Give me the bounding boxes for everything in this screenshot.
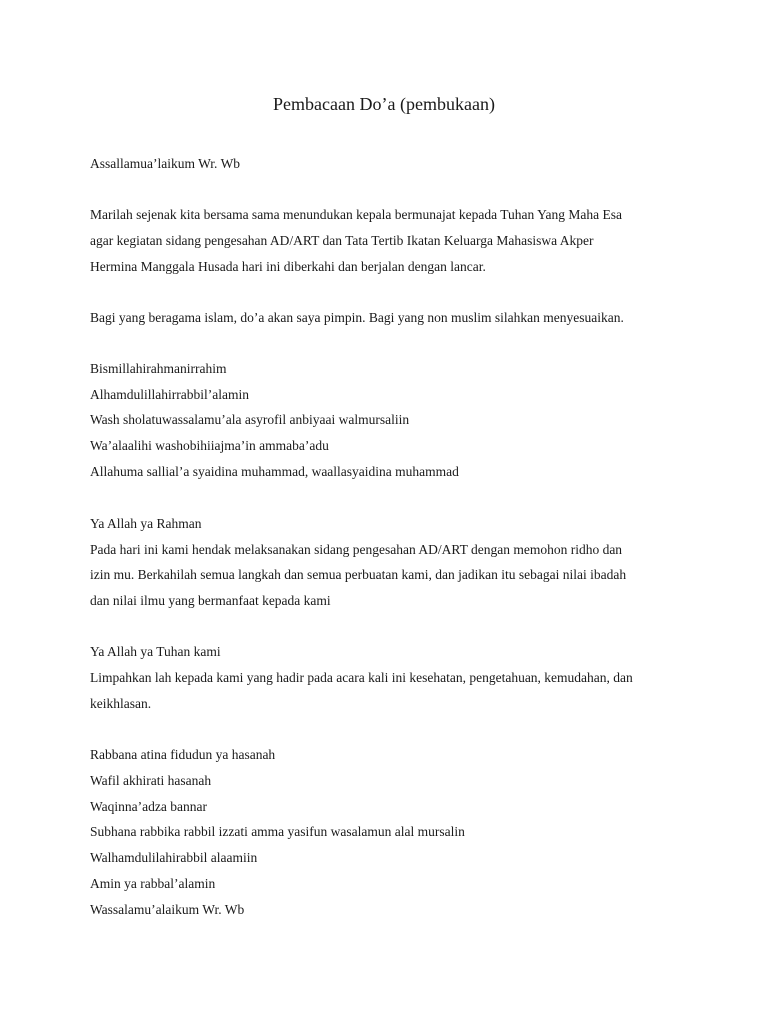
prayer-line: Waqinna’adza bannar: [90, 799, 207, 814]
paragraph-line: izin mu. Berkahilah semua langkah dan semua perbuatan kami, dan jadikan itu sebagai nilai ibadah: [90, 567, 627, 582]
instruction-line: Bagi yang beragama islam, do’a akan saya pimpin. Bagi yang non muslim silahkan menyesuaikan.: [90, 310, 624, 325]
paragraph-line: keikhlasan.: [90, 696, 152, 711]
greeting: Assallamua’laikum Wr. Wb: [90, 156, 241, 171]
section-heading: Ya Allah ya Tuhan kami: [90, 644, 221, 659]
prayer-line: Rabbana atina fidudun ya hasanah: [90, 747, 276, 762]
prayer-line: Subhana rabbika rabbil izzati amma yasifun wasalamun alal mursalin: [90, 824, 465, 839]
paragraph-line: agar kegiatan sidang pengesahan AD/ART dan Tata Tertib Ikatan Keluarga Mahasiswa Akper: [90, 233, 594, 248]
document-title: Pembacaan Do’a (pembukaan): [273, 94, 495, 114]
section-heading: Ya Allah ya Rahman: [90, 516, 202, 531]
paragraph-line: Hermina Manggala Husada hari ini diberkahi dan berjalan dengan lancar.: [90, 259, 486, 274]
paragraph-line: Limpahkan lah kepada kami yang hadir pada acara kali ini kesehatan, pengetahuan, kemudahan, dan: [90, 670, 633, 685]
prayer-line: Amin ya rabbal’alamin: [90, 876, 216, 891]
prayer-line: Allahuma sallial’a syaidina muhammad, waallasyaidina muhammad: [90, 464, 459, 479]
prayer-line: Walhamdulilahirabbil alaamiin: [90, 850, 258, 865]
prayer-line: Bismillahirahmanirrahim: [90, 361, 227, 376]
prayer-line: Wash sholatuwassalamu’ala asyrofil anbiyaai walmursaliin: [90, 412, 410, 427]
prayer-line: Wa’alaalihi washobihiiajma’in ammaba’adu: [90, 438, 329, 453]
paragraph-line: Marilah sejenak kita bersama sama menundukan kepala bermunajat kepada Tuhan Yang Maha Esa: [90, 207, 622, 222]
paragraph-line: Pada hari ini kami hendak melaksanakan sidang pengesahan AD/ART dengan memohon ridho dan: [90, 542, 623, 557]
paragraph-line: dan nilai ilmu yang bermanfaat kepada kami: [90, 593, 331, 608]
prayer-line: Wafil akhirati hasanah: [90, 773, 212, 788]
prayer-line: Alhamdulillahirrabbil’alamin: [90, 387, 249, 402]
closing-greeting: Wassalamu’alaikum Wr. Wb: [90, 902, 245, 917]
